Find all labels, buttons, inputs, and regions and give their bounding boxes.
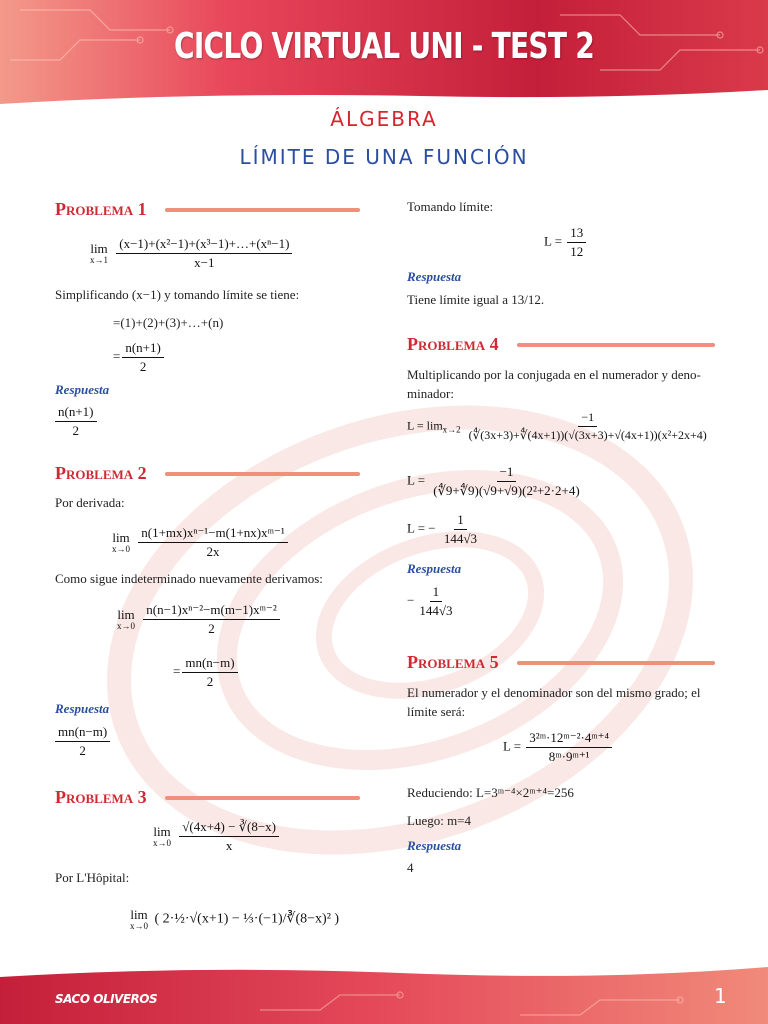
- p1-answer-num: n(n+1): [55, 404, 97, 422]
- problem-4-heading: [407, 334, 715, 355]
- problem-2-title: Problema 2: [55, 463, 147, 483]
- p4-e3-den: 144√3: [443, 531, 478, 546]
- p4-answer-num: 1: [430, 584, 443, 602]
- p2-e3-den: 2: [206, 674, 214, 689]
- p1-numerator: (x−1)+(x²−1)+(x³−1)+…+(xⁿ−1): [116, 236, 292, 254]
- p4-e1-num: −1: [578, 410, 597, 427]
- p4-expression-1: $L = \lim_{x\to 2}$ $\frac{-1}{\text{(∜(3x+3)+∜(4x+1))(√(3x+3)+√(4x+1))(x²+2x+4)}}$: [407, 410, 712, 443]
- p4-e2-den: (∜9+∜9)(√9+√9)(2²+2·2+4): [433, 483, 580, 498]
- problem-5-rule: [517, 661, 715, 665]
- p3-expression-1: lim x→0 $\frac{√(4x+4) - ∛(8-x)}{x}$: [153, 819, 281, 854]
- problem-4-title: Problema 4: [407, 334, 499, 354]
- p1-fraction: [116, 236, 292, 271]
- problem-2-heading: [55, 463, 360, 484]
- p4-text-1: Multiplicando por la conjugada en el numerador y deno-: [407, 367, 701, 382]
- p4-answer: − $\frac{1}{144√3}$: [407, 584, 457, 619]
- problem-3-heading: [55, 787, 360, 808]
- p4-e2-num: −1: [497, 464, 517, 482]
- p3-e1-num: √(4x+4) − ∛(8−x): [179, 819, 279, 837]
- p5-text-3: Reduciendo: L=3ᵐ⁻⁴×2ᵐ⁺⁴=256: [407, 785, 574, 800]
- problem-1-heading: [55, 199, 360, 220]
- p2-expression-2: lim x→0 $\frac{\text{n(n−1)xⁿ⁻²−m(m−1)xᵐ⁻²}}{2}$: [117, 602, 282, 637]
- problem-4-rule: [517, 343, 715, 347]
- footer-banner: [0, 955, 768, 1024]
- p3-text-1: Por L'Hôpital:: [55, 870, 130, 885]
- topic-title: LÍMITE DE UNA FUNCIÓN: [239, 145, 529, 169]
- p5-text-1: El numerador y el denominador son del mismo grado; el: [407, 685, 701, 700]
- problem-3-rule: [165, 796, 360, 800]
- header-banner: [0, 0, 768, 105]
- p2-expression-1: lim x→0 $\frac{\text{n(1+mx)xⁿ⁻¹−m(1+nx)xᵐ⁻¹}}{2x}$: [112, 525, 290, 560]
- p1-step2-num: n(n+1): [122, 340, 164, 358]
- p5-text-2: límite será:: [407, 704, 466, 719]
- p5-answer-label: Respuesta: [407, 838, 462, 853]
- p5-e1-den: 8ᵐ·9ᵐ⁺¹: [548, 749, 590, 764]
- p5-expression-1: L = $\frac{\text{3²ᵐ·12ᵐ⁻²·4ᵐ⁺⁴}}{\text{8ᵐ·9ᵐ⁺¹}}$: [503, 730, 614, 765]
- subject-title: ÁLGEBRA: [330, 107, 438, 131]
- p2-e3-num: mn(n−m): [182, 655, 237, 673]
- p2-text-1: Por derivada:: [55, 495, 125, 510]
- p2-answer-label: Respuesta: [55, 701, 110, 716]
- p3-e2: ( 2·½·√(x+1) − ⅓·(−1)/∛(8−x)² ): [154, 911, 340, 927]
- problem-2-rule: [165, 472, 360, 476]
- p4-e3-num: 1: [454, 512, 467, 530]
- p1-step-2: = $\frac{n(n+1)}{2}$: [113, 340, 166, 375]
- p1-denominator: x−1: [194, 255, 215, 270]
- p5-e1-num: 3²ᵐ·12ᵐ⁻²·4ᵐ⁺⁴: [526, 730, 612, 748]
- watermark-swirl: [0, 300, 768, 1000]
- p3-answer-label: Respuesta: [407, 269, 462, 284]
- p3-e3-num: 13: [567, 225, 586, 243]
- footer-background: [0, 955, 768, 1024]
- p1-lim: lim x→1: [90, 241, 108, 265]
- p2-e1-den: 2x: [206, 544, 220, 559]
- p3-e3-den: 12: [570, 244, 584, 259]
- p2-text-2: Como sigue indeterminado nuevamente derivamos:: [55, 571, 323, 586]
- problem-1-title: Problema 1: [55, 199, 147, 219]
- problem-3-title: Problema 3: [55, 787, 147, 807]
- header-title: CICLO VIRTUAL UNI - TEST 2: [174, 26, 594, 67]
- p2-e2-num: n(n−1)xⁿ⁻²−m(m−1)xᵐ⁻²: [143, 602, 280, 620]
- p3-expression-3: L = $\frac{13}{12}$: [544, 225, 588, 260]
- problem-1-rule: [165, 208, 360, 212]
- p1-step-1: =(1)+(2)+(3)+…+(n): [113, 315, 224, 330]
- p2-answer-num: mn(n−m): [55, 724, 110, 742]
- p1-answer-label: Respuesta: [55, 382, 110, 397]
- p2-answer-den: 2: [79, 743, 86, 758]
- p1-expression: [90, 236, 294, 271]
- problem-5-heading: [407, 652, 715, 673]
- p1-answer-den: 2: [72, 423, 79, 438]
- p4-expression-2: L = $\frac{-1}{\text{(∜9+∜9)(√9+√9)(2²+2·2+4)}}$: [407, 464, 585, 499]
- p4-answer-den: 144√3: [419, 603, 453, 618]
- p1-text-1: Simplificando (x−1) y tomando límite se tiene:: [55, 287, 300, 302]
- page-number: 1: [714, 984, 727, 1008]
- p3-e1-den: x: [225, 838, 233, 853]
- p2-e2-den: 2: [208, 621, 215, 636]
- p4-expression-3: L = − $\frac{1}{144√3}$: [407, 512, 482, 547]
- p5-answer: 4: [407, 860, 414, 875]
- p4-answer-label: Respuesta: [407, 561, 462, 576]
- p3-answer: Tiene límite igual a 13/12.: [407, 292, 545, 307]
- p3-expression-2: lim x→0 ( 2·½·√(x+1) − ⅓·(−1)/∛(8−x)² ): [130, 907, 340, 931]
- p1-step2-den: 2: [139, 359, 147, 374]
- p2-e1-num: n(1+mx)xⁿ⁻¹−m(1+nx)xᵐ⁻¹: [138, 525, 288, 543]
- footer-brand: SACO OLIVEROS: [55, 992, 158, 1006]
- p3-text-2: Tomando límite:: [407, 199, 494, 214]
- problem-5-title: Problema 5: [407, 652, 499, 672]
- p5-text-4: Luego: m=4: [407, 813, 472, 828]
- p1-answer: [53, 404, 99, 439]
- p4-e1-den: (∜(3x+3)+∜(4x+1))(√(3x+3)+√(4x+1))(x²+2x+4): [468, 428, 707, 442]
- p4-text-2: minador:: [407, 386, 454, 401]
- p2-expression-3: = $\frac{mn(n-m)}{2}$: [173, 655, 240, 690]
- p2-answer: [53, 724, 112, 759]
